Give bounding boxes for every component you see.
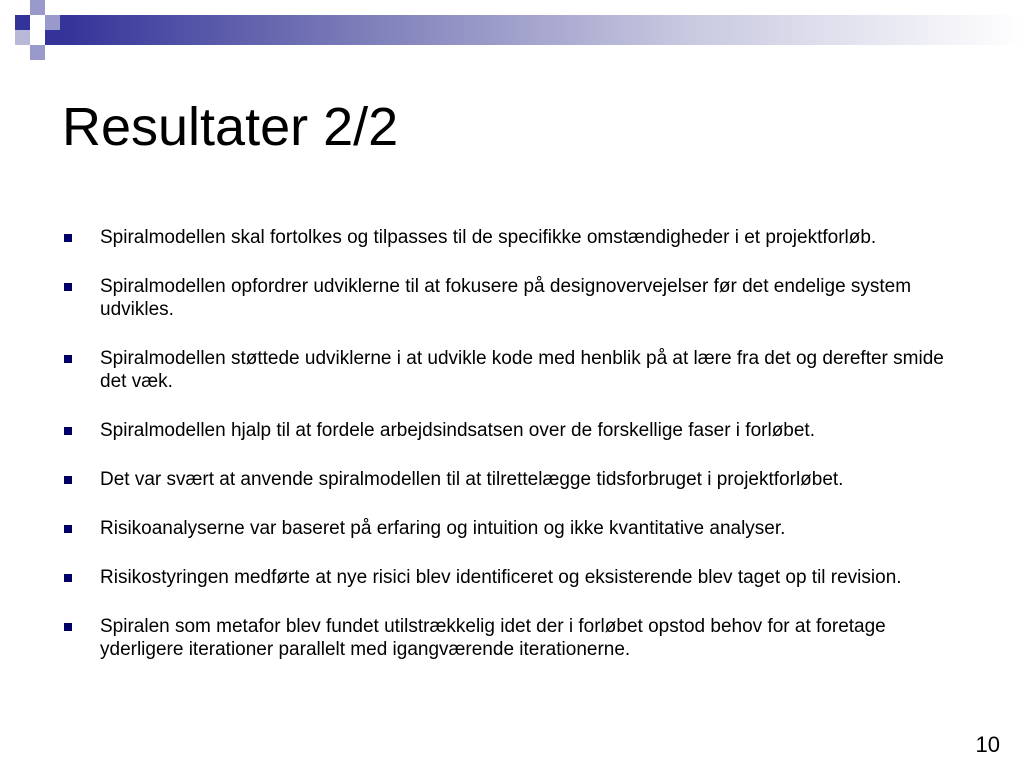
bullet-square-icon <box>64 623 72 631</box>
page-number: 10 <box>975 732 1000 757</box>
header-square-light <box>45 15 60 30</box>
bullet-item <box>62 275 962 321</box>
bullet-list <box>62 226 962 687</box>
bullet-square-icon <box>64 427 72 435</box>
bullet-square-icon <box>64 283 72 291</box>
header-square-light <box>30 0 45 15</box>
header-square-light <box>15 30 30 45</box>
bullet-square-icon <box>64 234 72 242</box>
bullet-item <box>62 615 962 661</box>
bullet-text: Risikoanalyserne var baseret på erfaring og intuition og ikke kvantitative analyser. <box>100 518 786 539</box>
bullet-text: Spiralmodellen skal fortolkes og tilpasses til de specifikke omstændigheder i et projektforløb. <box>100 227 877 248</box>
bullet-square-icon <box>64 355 72 363</box>
bullet-square-icon <box>64 574 72 582</box>
header-square-dark <box>15 15 30 30</box>
bullet-item <box>62 226 962 249</box>
bullet-text: Spiralen som metafor blev fundet utilstrækkelig idet der i forløbet opstod behov for at foretage yderligere iterationer parallelt med igangværende iterationerne. <box>100 616 886 660</box>
bullet-item <box>62 468 962 491</box>
header-square-light <box>30 45 45 60</box>
bullet-text: Spiralmodellen støttede udviklerne i at udvikle kode med henblik på at lære fra det og derefter smide det væk. <box>100 348 944 392</box>
bullet-text: Spiralmodellen hjalp til at fordele arbejdsindsatsen over de forskellige faser i forløbet. <box>100 420 815 441</box>
bullet-text: Risikostyringen medførte at nye risici blev identificeret og eksisterende blev taget op til revision. <box>100 567 902 588</box>
bullet-text: Spiralmodellen opfordrer udviklerne til at fokusere på designovervejelser før det endelige system udvikles. <box>100 276 912 320</box>
header-gradient-band <box>60 15 1024 45</box>
bullet-item <box>62 566 962 589</box>
bullet-item <box>62 517 962 540</box>
bullet-text: Det var svært at anvende spiralmodellen til at tilrettelægge tidsforbruget i projektforløbet. <box>100 469 844 490</box>
bullet-square-icon <box>64 476 72 484</box>
bullet-square-icon <box>64 525 72 533</box>
bullet-item <box>62 419 962 442</box>
slide-title: Resultater 2/2 <box>62 97 399 157</box>
bullet-item <box>62 347 962 393</box>
header-square-dark <box>45 30 60 45</box>
